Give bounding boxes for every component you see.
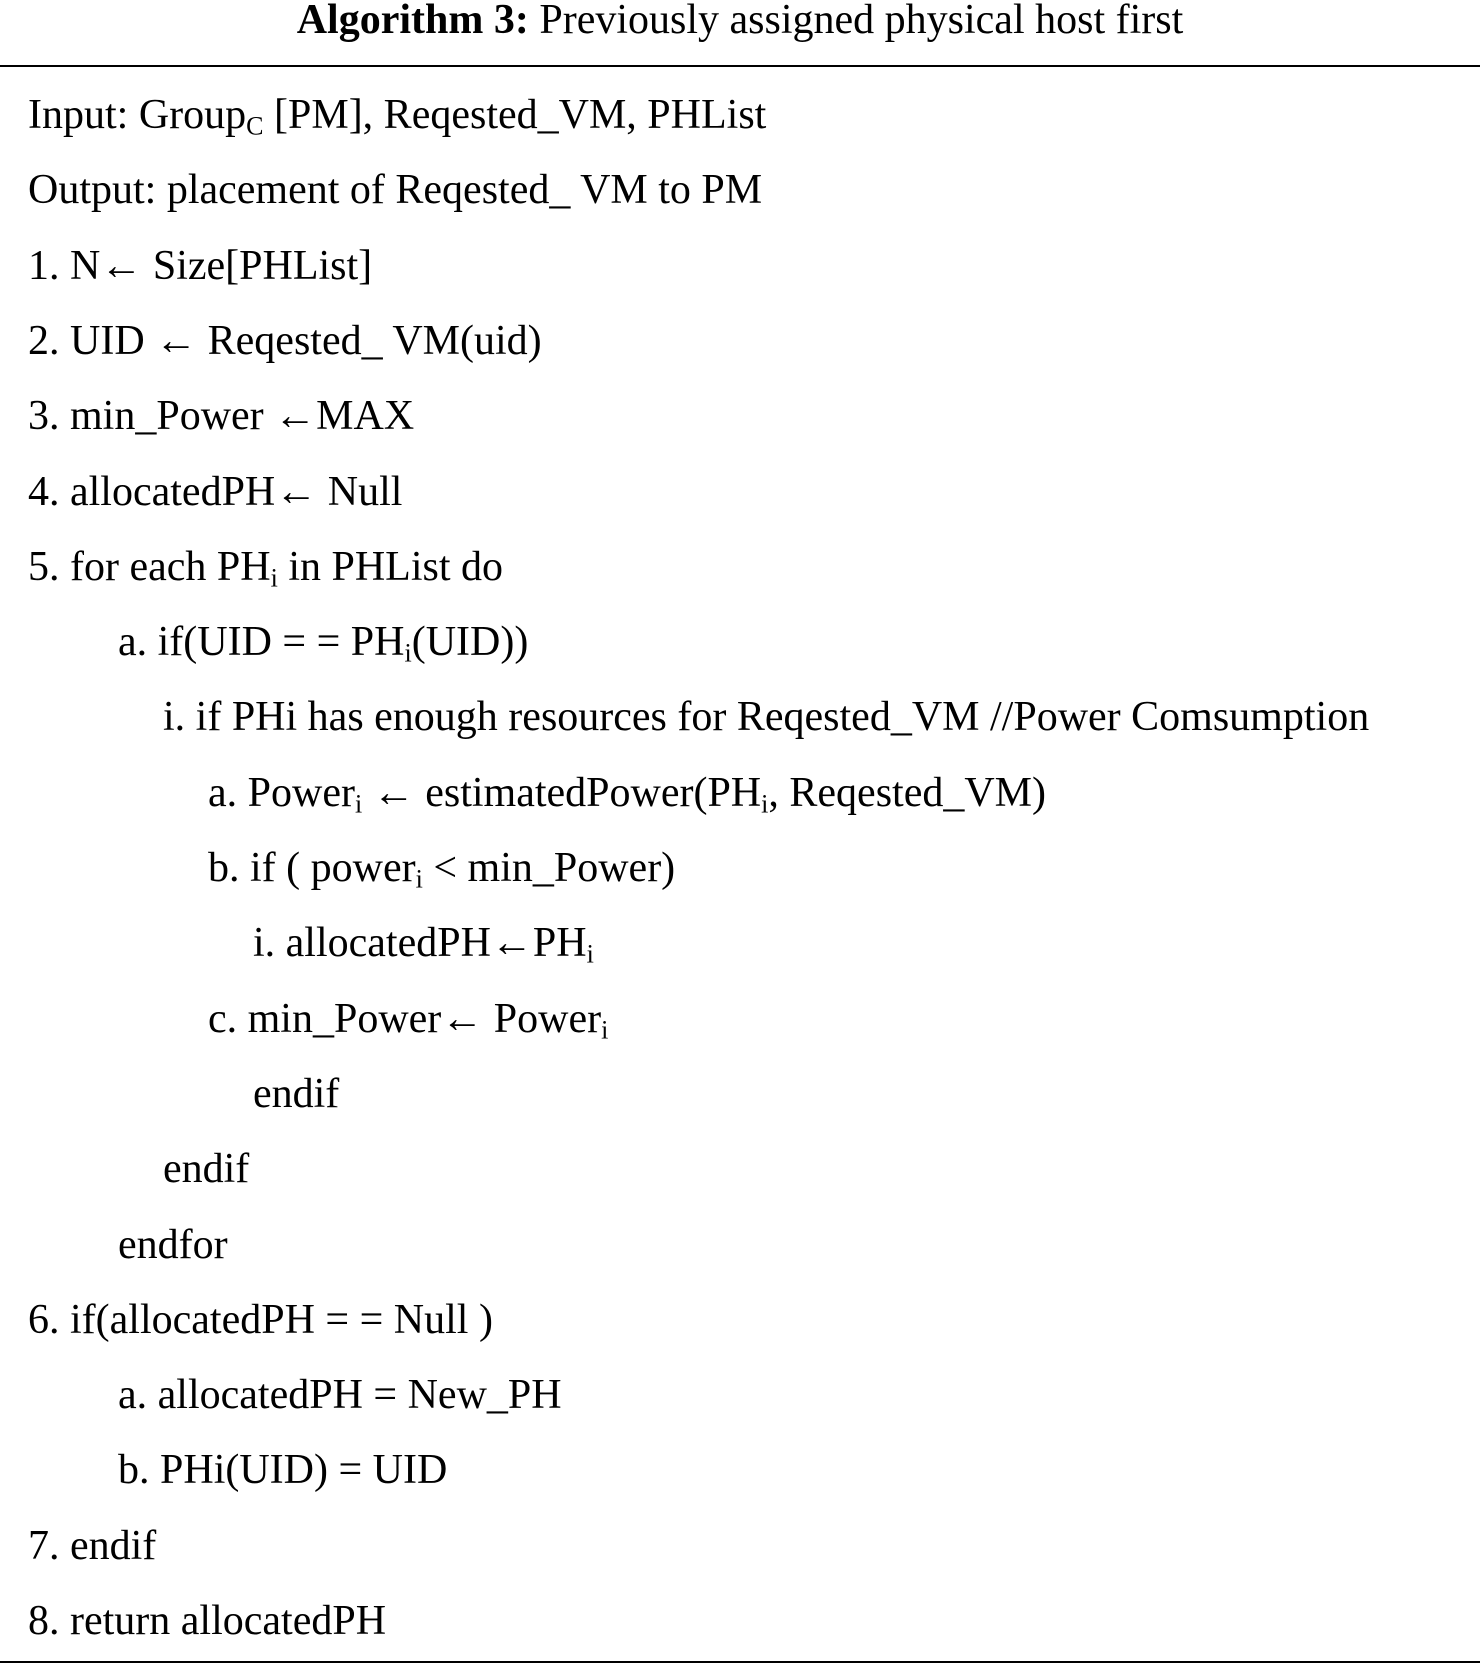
line-subscript: i (270, 563, 278, 593)
line-text: 7. endif (28, 1522, 157, 1569)
line-text: i. if PHi has enough resources for Reqested_VM //Power Comsumption (163, 694, 1370, 741)
line-text: 8. return allocatedPH (28, 1598, 387, 1644)
algorithm-line (28, 1283, 493, 1358)
algorithm-title-text: Previously assigned physical host first (539, 0, 1184, 43)
line-text: endfor (118, 1221, 228, 1268)
algorithm-line (163, 680, 1369, 755)
line-text: 2. UID ← Reqested_ VM(uid) (28, 317, 542, 364)
algorithm-label: Algorithm 3: (296, 0, 529, 43)
line-subscript: i (415, 864, 423, 894)
algorithm-line (28, 304, 542, 379)
algorithm-line (253, 906, 594, 981)
algorithm-line (28, 78, 766, 153)
algorithm-line (28, 530, 503, 605)
line-text: b. if ( power (208, 845, 416, 891)
line-subscript: i (601, 1015, 609, 1045)
algorithm-line (208, 831, 675, 906)
line-text: Output: placement of Reqested_ VM to PM (28, 167, 763, 214)
line-text: b. PHi(UID) = UID (118, 1447, 448, 1494)
algorithm-title (0, 0, 1480, 50)
algorithm-line (208, 756, 1046, 831)
line-text: (UID)) (411, 619, 529, 666)
algorithm-line (253, 1057, 339, 1132)
algorithm-line (28, 1584, 386, 1659)
line-subscript: i (761, 789, 769, 819)
line-subscript: C (246, 111, 264, 141)
line-text: ← estimatedPower(PH (362, 769, 762, 816)
line-text: 3. min_Power ←MAX (28, 393, 415, 440)
algorithm-line (118, 605, 528, 680)
line-text: a. allocatedPH = New_PH (118, 1372, 562, 1419)
algorithm-line (118, 1433, 447, 1508)
line-subscript: i (404, 638, 412, 668)
line-text: i. allocatedPH←PH (253, 920, 587, 967)
line-text: < min_Power) (422, 845, 676, 891)
line-subscript: i (354, 789, 363, 819)
algorithm-line (28, 229, 372, 304)
line-text: 5. for each PH (28, 543, 271, 590)
algorithm-line (28, 1509, 156, 1584)
line-text: a. Power (208, 769, 355, 816)
line-text: [PM], Reqested_VM, PHList (263, 92, 767, 138)
algorithm-line (208, 982, 608, 1057)
line-text: 4. allocatedPH← Null (28, 468, 403, 515)
line-text: endif (253, 1070, 340, 1117)
algorithm-line (118, 1208, 228, 1283)
top-rule (0, 65, 1480, 67)
line-subscript: i (586, 939, 594, 969)
line-text: a. if(UID = = PH (118, 619, 405, 666)
line-text: endif (163, 1146, 250, 1193)
line-text: c. min_Power← Power (208, 995, 602, 1042)
algorithm-line (118, 1358, 562, 1433)
line-text: 1. N← Size[PHList] (28, 242, 373, 289)
algorithm-line (28, 455, 402, 530)
line-text: , Reqested_VM) (768, 769, 1047, 816)
algorithm-line (28, 379, 414, 454)
algorithm-line (28, 153, 762, 228)
bottom-rule (0, 1661, 1480, 1663)
algorithm-line (163, 1132, 249, 1207)
line-text: 6. if(allocatedPH = = Null ) (28, 1296, 493, 1343)
line-text: Input: Group (28, 92, 247, 138)
line-text: in PHList do (277, 543, 504, 590)
